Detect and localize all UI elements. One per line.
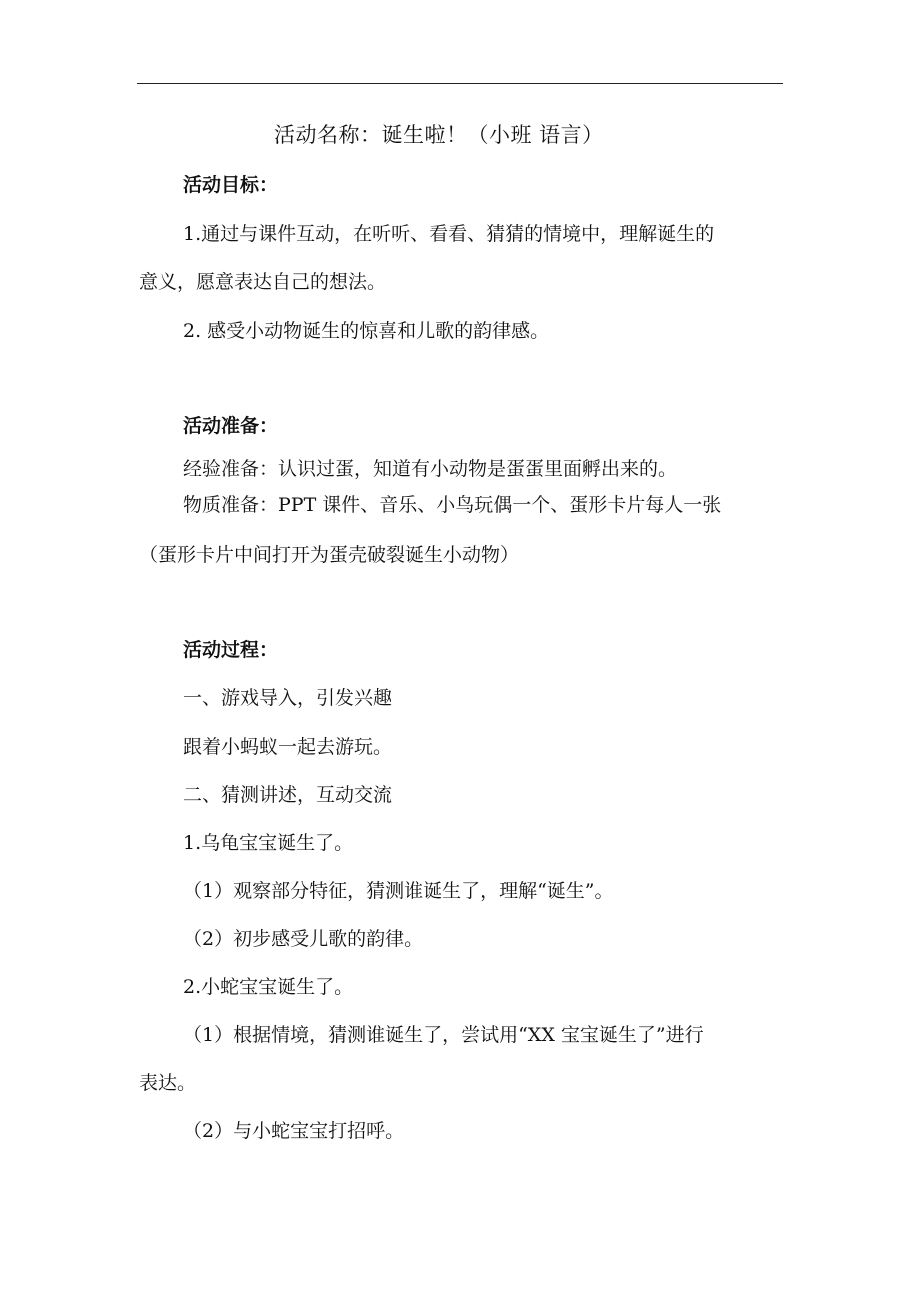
objective-1-line-2: 意义，愿意表达自己的想法。 [139, 271, 387, 293]
header-rule [137, 83, 783, 84]
material-preparation-line-2: （蛋形卡片中间打开为蛋壳破裂诞生小动物） [139, 544, 520, 566]
process-part-2-title: 二、猜测讲述，互动交流 [183, 784, 393, 806]
page-title: 活动名称：诞生啦！（小班 语言） [274, 123, 604, 147]
experience-preparation: 经验准备：认识过蛋，知道有小动物是蛋蛋里面孵出来的。 [183, 458, 678, 480]
objective-2: 2. 感受小动物诞生的惊喜和儿歌的韵律感。 [183, 320, 550, 342]
process-step-1-b: （2）初步感受儿歌的韵律。 [183, 928, 424, 950]
process-step-1: 1.乌龟宝宝诞生了。 [183, 832, 354, 854]
process-step-2-b: （2）与小蛇宝宝打招呼。 [183, 1120, 405, 1142]
process-step-2-a-line-2: 表达。 [139, 1072, 197, 1094]
objectives-heading: 活动目标： [183, 174, 279, 196]
material-preparation-line-1: 物质准备：PPT 课件、音乐、小鸟玩偶一个、蛋形卡片每人一张 [183, 494, 722, 516]
process-step-2: 2.小蛇宝宝诞生了。 [183, 976, 354, 998]
objective-1-line-1: 1.通过与课件互动，在听听、看看、猜猜的情境中，理解诞生的 [183, 223, 715, 245]
process-part-1-text: 跟着小蚂蚁一起去游玩。 [183, 736, 393, 758]
process-part-1-title: 一、游戏导入，引发兴趣 [183, 687, 393, 709]
preparation-heading: 活动准备： [183, 415, 279, 437]
process-heading: 活动过程： [183, 639, 279, 661]
process-step-1-a: （1）观察部分特征，猜测谁诞生了，理解“诞生”。 [183, 880, 614, 902]
process-step-2-a-line-1: （1）根据情境，猜测谁诞生了，尝试用“XX 宝宝诞生了”进行 [183, 1024, 704, 1046]
